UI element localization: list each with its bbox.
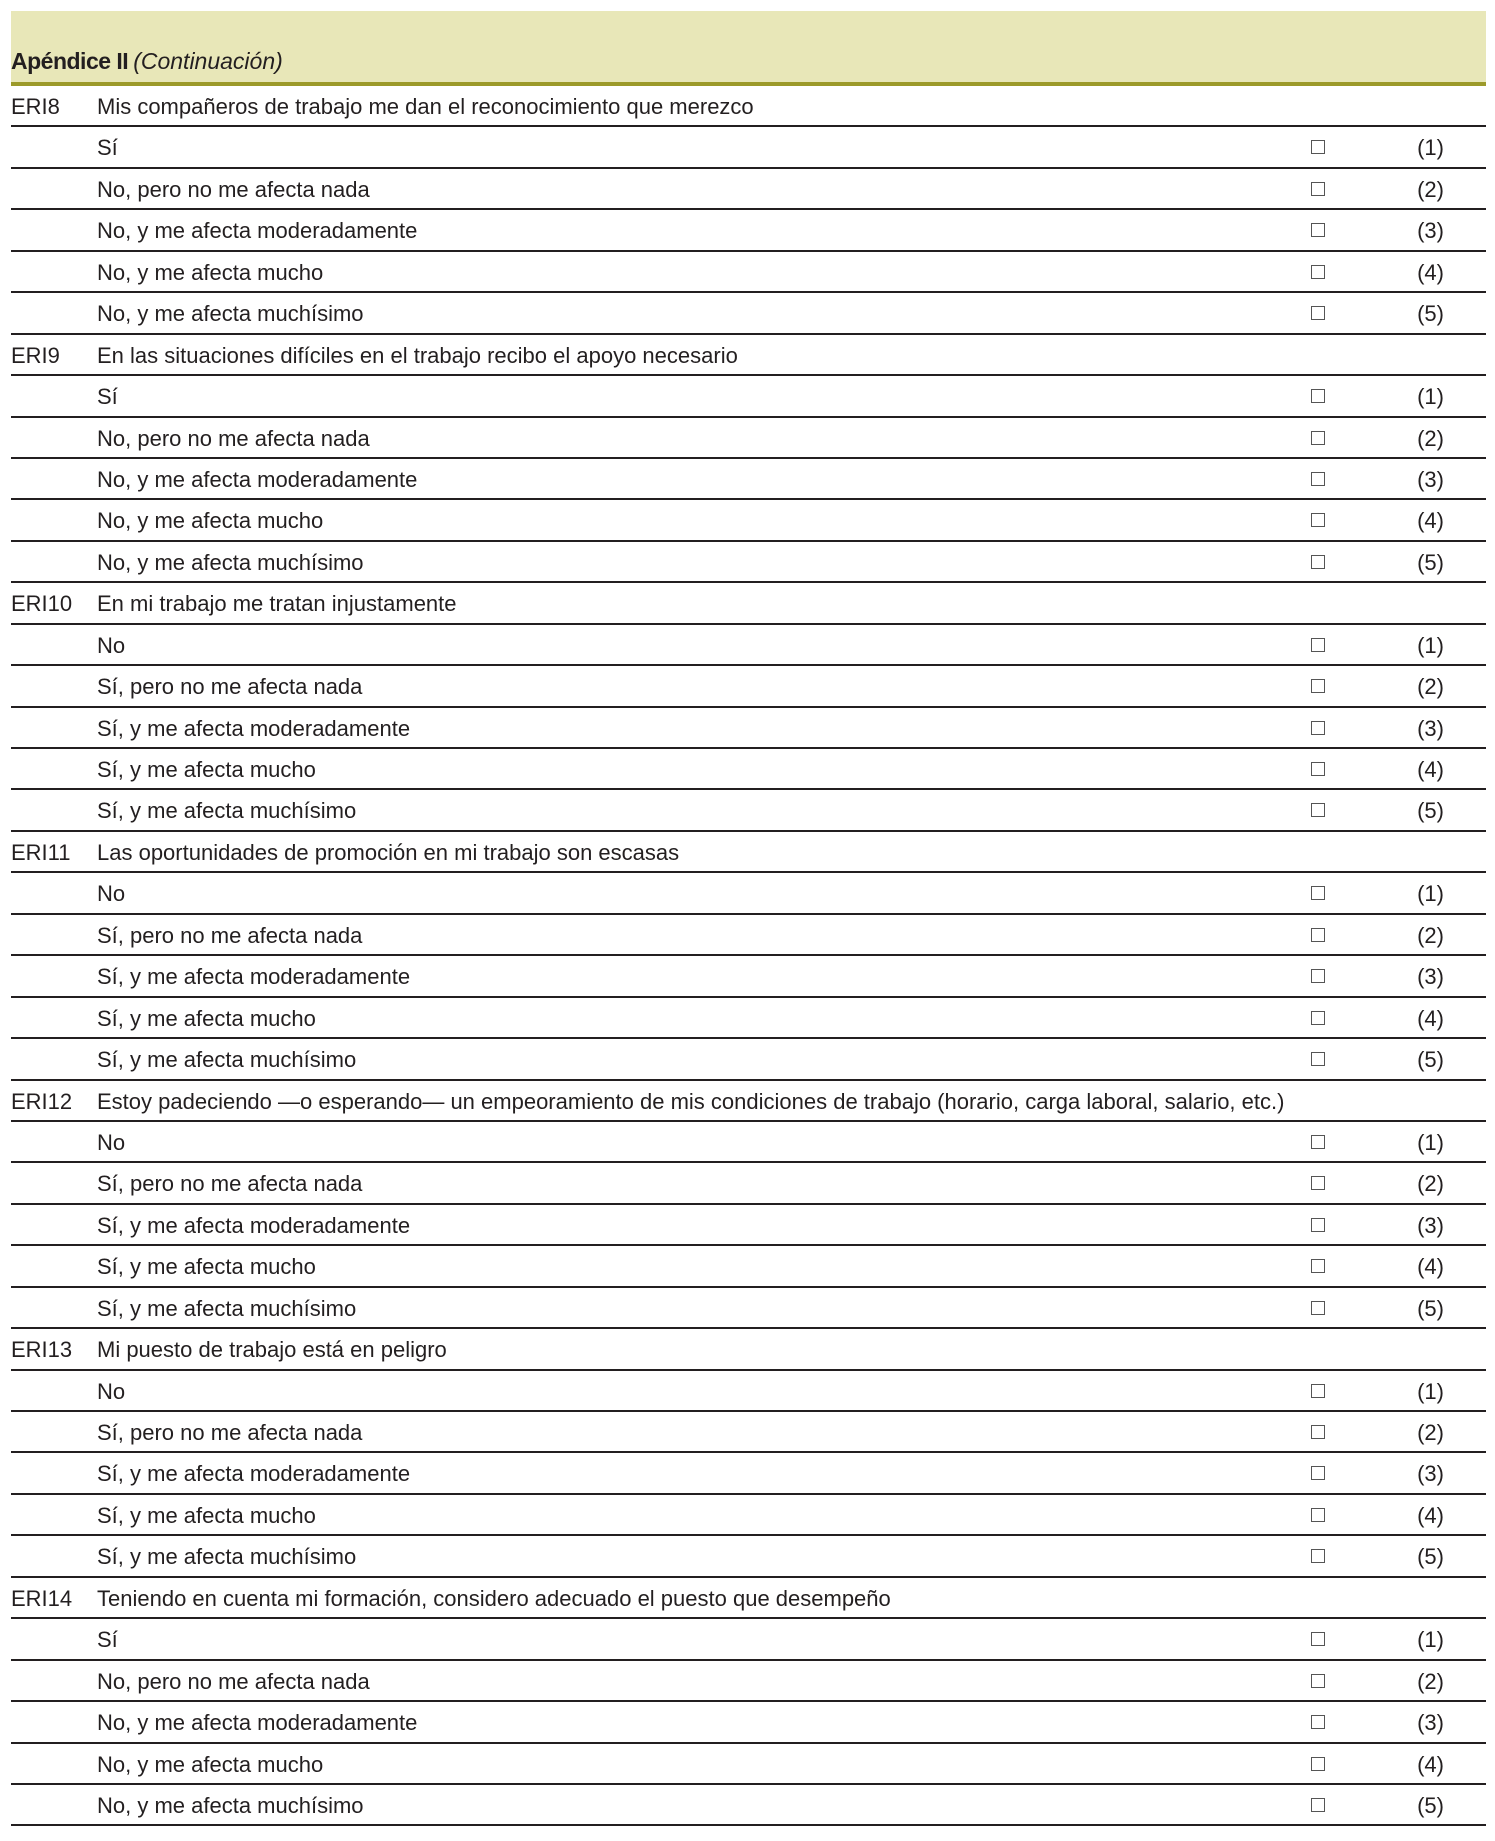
answer-checkbox[interactable] [1311, 1632, 1325, 1646]
answer-option-label: No [97, 1129, 126, 1155]
answer-option-row [11, 790, 1486, 831]
question-row-eri9 [11, 335, 1486, 376]
answer-score-value: (2) [1417, 1668, 1444, 1694]
answer-score-value: (3) [1417, 466, 1444, 492]
answer-option-row [11, 1205, 1486, 1246]
answer-score-value: (5) [1417, 549, 1444, 575]
answer-checkbox[interactable] [1311, 1259, 1325, 1273]
answer-score-value: (4) [1417, 1005, 1444, 1031]
answer-score-value: (2) [1417, 1171, 1444, 1197]
answer-option-label: No, y me afecta muchísimo [97, 1792, 364, 1818]
question-text: En las situaciones difíciles en el trabajo recibo el apoyo necesario [97, 342, 738, 368]
answer-score-value: (5) [1417, 798, 1444, 824]
answer-checkbox[interactable] [1311, 1466, 1325, 1480]
answer-score-value: (1) [1417, 1129, 1444, 1155]
answer-score-value: (4) [1417, 757, 1444, 782]
answer-option-label: Sí, y me afecta muchísimo [97, 798, 357, 824]
answer-checkbox[interactable] [1311, 638, 1325, 652]
answer-option-row [11, 542, 1486, 583]
answer-score-value: (5) [1417, 1792, 1444, 1818]
answer-option-label: Sí, y me afecta moderadamente [97, 715, 411, 741]
answer-option-row [11, 169, 1486, 210]
answer-option-row [11, 1412, 1486, 1453]
answer-checkbox[interactable] [1311, 1301, 1325, 1315]
answer-option-row [11, 708, 1486, 749]
answer-option-row [11, 459, 1486, 500]
answer-checkbox[interactable] [1311, 803, 1325, 817]
answer-score-value: (3) [1417, 1710, 1444, 1736]
answer-option-label: No, y me afecta moderadamente [97, 1710, 418, 1736]
answer-option-row [11, 915, 1486, 956]
appendix-header [11, 11, 1486, 86]
question-row-eri14 [11, 1578, 1486, 1619]
answer-checkbox[interactable] [1311, 472, 1325, 486]
answer-checkbox[interactable] [1311, 679, 1325, 693]
question-text: Las oportunidades de promoción en mi trabajo son escasas [97, 839, 680, 865]
answer-checkbox[interactable] [1311, 1176, 1325, 1190]
answer-score-value: (1) [1417, 384, 1444, 410]
answer-checkbox[interactable] [1311, 306, 1325, 320]
answer-option-row [11, 1619, 1486, 1660]
question-text: Mi puesto de trabajo está en peligro [97, 1337, 447, 1363]
answer-option-label: Sí [97, 384, 118, 410]
answer-score-value: (2) [1417, 674, 1444, 700]
question-text: En mi trabajo me tratan injustamente [97, 591, 457, 617]
answer-option-label: Sí, y me afecta mucho [97, 757, 316, 782]
answer-score-value: (2) [1417, 922, 1444, 948]
answer-checkbox[interactable] [1311, 555, 1325, 569]
question-row-eri11 [11, 832, 1486, 873]
answer-option-label: No, y me afecta mucho [97, 508, 324, 534]
answer-option-row [11, 293, 1486, 334]
answer-checkbox[interactable] [1311, 389, 1325, 403]
answer-option-row [11, 625, 1486, 666]
answer-score-value: (5) [1417, 1544, 1444, 1570]
question-code: ERI12 [11, 1088, 73, 1114]
answer-option-row [11, 1744, 1486, 1785]
answer-checkbox[interactable] [1311, 1052, 1325, 1066]
answer-option-label: No, y me afecta muchísimo [97, 301, 364, 327]
answer-score-value: (3) [1417, 218, 1444, 244]
answer-option-row [11, 127, 1486, 168]
answer-option-label: Sí, y me afecta mucho [97, 1254, 316, 1280]
answer-score-value: (1) [1417, 632, 1444, 658]
answer-option-label: Sí, pero no me afecta nada [97, 922, 363, 948]
answer-option-label: No, y me afecta mucho [97, 1751, 324, 1777]
answer-checkbox[interactable] [1311, 969, 1325, 983]
answer-score-value: (4) [1417, 1502, 1444, 1528]
answer-option-row [11, 1785, 1486, 1826]
answer-option-row [11, 252, 1486, 293]
answer-score-value: (3) [1417, 964, 1444, 990]
answer-option-row [11, 1536, 1486, 1577]
answer-checkbox[interactable] [1311, 1674, 1325, 1688]
answer-score-value: (5) [1417, 1047, 1444, 1073]
answer-checkbox[interactable] [1311, 1425, 1325, 1439]
answer-checkbox[interactable] [1311, 513, 1325, 527]
answer-option-row [11, 873, 1486, 914]
answer-checkbox[interactable] [1311, 182, 1325, 196]
answer-option-row [11, 210, 1486, 251]
answer-score-value: (4) [1417, 1254, 1444, 1280]
answer-option-row [11, 1453, 1486, 1494]
answer-option-row [11, 376, 1486, 417]
answer-score-value: (1) [1417, 1627, 1444, 1653]
answer-option-label: No, y me afecta muchísimo [97, 549, 364, 575]
answer-checkbox[interactable] [1311, 762, 1325, 776]
question-text: Teniendo en cuenta mi formación, considero adecuado el puesto que desempeño [97, 1585, 891, 1611]
header-title: Apéndice II [11, 48, 129, 74]
answer-option-row [11, 1246, 1486, 1287]
answer-option-label: Sí, y me afecta muchísimo [97, 1295, 357, 1321]
answer-score-value: (4) [1417, 508, 1444, 534]
answer-score-value: (3) [1417, 715, 1444, 741]
answer-option-row [11, 1371, 1486, 1412]
answer-checkbox[interactable] [1311, 886, 1325, 900]
questionnaire-table [11, 86, 1486, 1826]
answer-option-label: Sí, y me afecta mucho [97, 1502, 316, 1528]
answer-score-value: (5) [1417, 301, 1444, 327]
answer-option-row [11, 1122, 1486, 1163]
answer-checkbox[interactable] [1311, 265, 1325, 279]
answer-option-label: Sí [97, 1627, 118, 1653]
answer-option-label: Sí, pero no me afecta nada [97, 1420, 363, 1445]
question-row-eri13 [11, 1329, 1486, 1370]
question-code: ERI13 [11, 1337, 73, 1363]
answer-checkbox[interactable] [1311, 928, 1325, 942]
header-title-line [11, 47, 283, 75]
answer-score-value: (2) [1417, 176, 1444, 202]
answer-option-label: Sí, y me afecta moderadamente [97, 1461, 411, 1487]
answer-option-row [11, 418, 1486, 459]
answer-option-label: No, pero no me afecta nada [97, 176, 370, 202]
answer-option-row [11, 500, 1486, 541]
answer-option-row [11, 749, 1486, 790]
answer-checkbox[interactable] [1311, 1798, 1325, 1812]
answer-option-row [11, 1163, 1486, 1204]
answer-score-value: (3) [1417, 1212, 1444, 1238]
answer-option-label: Sí, pero no me afecta nada [97, 674, 363, 700]
answer-checkbox[interactable] [1311, 1757, 1325, 1771]
question-text: Mis compañeros de trabajo me dan el reconocimiento que merezco [97, 94, 754, 119]
answer-option-row [11, 1702, 1486, 1743]
question-code: ERI9 [11, 342, 60, 368]
question-row-eri10 [11, 583, 1486, 624]
answer-option-label: No, pero no me afecta nada [97, 425, 370, 451]
answer-option-label: Sí [97, 135, 118, 161]
question-code: ERI8 [11, 94, 60, 119]
answer-checkbox[interactable] [1311, 1384, 1325, 1398]
answer-option-row [11, 1661, 1486, 1702]
question-text: Estoy padeciendo —o esperando— un empeoramiento de mis condiciones de trabajo (horario, carga laboral, salario, etc.) [97, 1088, 1285, 1114]
question-code: ERI10 [11, 591, 73, 617]
answer-score-value: (4) [1417, 1751, 1444, 1777]
question-row-eri12 [11, 1081, 1486, 1122]
answer-score-value: (2) [1417, 1420, 1444, 1445]
answer-option-row [11, 956, 1486, 997]
answer-checkbox[interactable] [1311, 140, 1325, 154]
answer-option-label: Sí, y me afecta moderadamente [97, 1212, 411, 1238]
answer-checkbox[interactable] [1311, 431, 1325, 445]
answer-checkbox[interactable] [1311, 1218, 1325, 1232]
answer-option-label: Sí, y me afecta mucho [97, 1005, 316, 1031]
answer-option-label: Sí, pero no me afecta nada [97, 1171, 363, 1197]
header-subtitle: (Continuación) [133, 48, 283, 74]
answer-option-label: No, pero no me afecta nada [97, 1668, 370, 1694]
question-code: ERI11 [11, 839, 71, 865]
answer-score-value: (2) [1417, 425, 1444, 451]
answer-option-label: No, y me afecta mucho [97, 259, 324, 285]
answer-option-row [11, 998, 1486, 1039]
answer-score-value: (5) [1417, 1295, 1444, 1321]
answer-checkbox[interactable] [1311, 1549, 1325, 1563]
question-code: ERI14 [11, 1585, 73, 1611]
answer-checkbox[interactable] [1311, 1135, 1325, 1149]
answer-option-label: Sí, y me afecta moderadamente [97, 964, 411, 990]
answer-option-label: Sí, y me afecta muchísimo [97, 1544, 357, 1570]
answer-score-value: (3) [1417, 1461, 1444, 1487]
answer-option-label: Sí, y me afecta muchísimo [97, 1047, 357, 1073]
answer-checkbox[interactable] [1311, 1011, 1325, 1025]
answer-score-value: (1) [1417, 1378, 1444, 1404]
answer-option-label: No [97, 881, 126, 907]
answer-option-row [11, 666, 1486, 707]
question-row-eri8 [11, 86, 1486, 127]
answer-option-row [11, 1288, 1486, 1329]
answer-checkbox[interactable] [1311, 721, 1325, 735]
answer-checkbox[interactable] [1311, 223, 1325, 237]
answer-option-row [11, 1495, 1486, 1536]
answer-checkbox[interactable] [1311, 1715, 1325, 1729]
answer-score-value: (1) [1417, 135, 1444, 161]
answer-option-label: No [97, 1378, 126, 1404]
answer-score-value: (1) [1417, 881, 1444, 907]
answer-option-label: No [97, 632, 126, 658]
answer-score-value: (4) [1417, 259, 1444, 285]
answer-option-label: No, y me afecta moderadamente [97, 466, 418, 492]
answer-option-label: No, y me afecta moderadamente [97, 218, 418, 244]
answer-option-row [11, 1039, 1486, 1080]
answer-checkbox[interactable] [1311, 1508, 1325, 1522]
